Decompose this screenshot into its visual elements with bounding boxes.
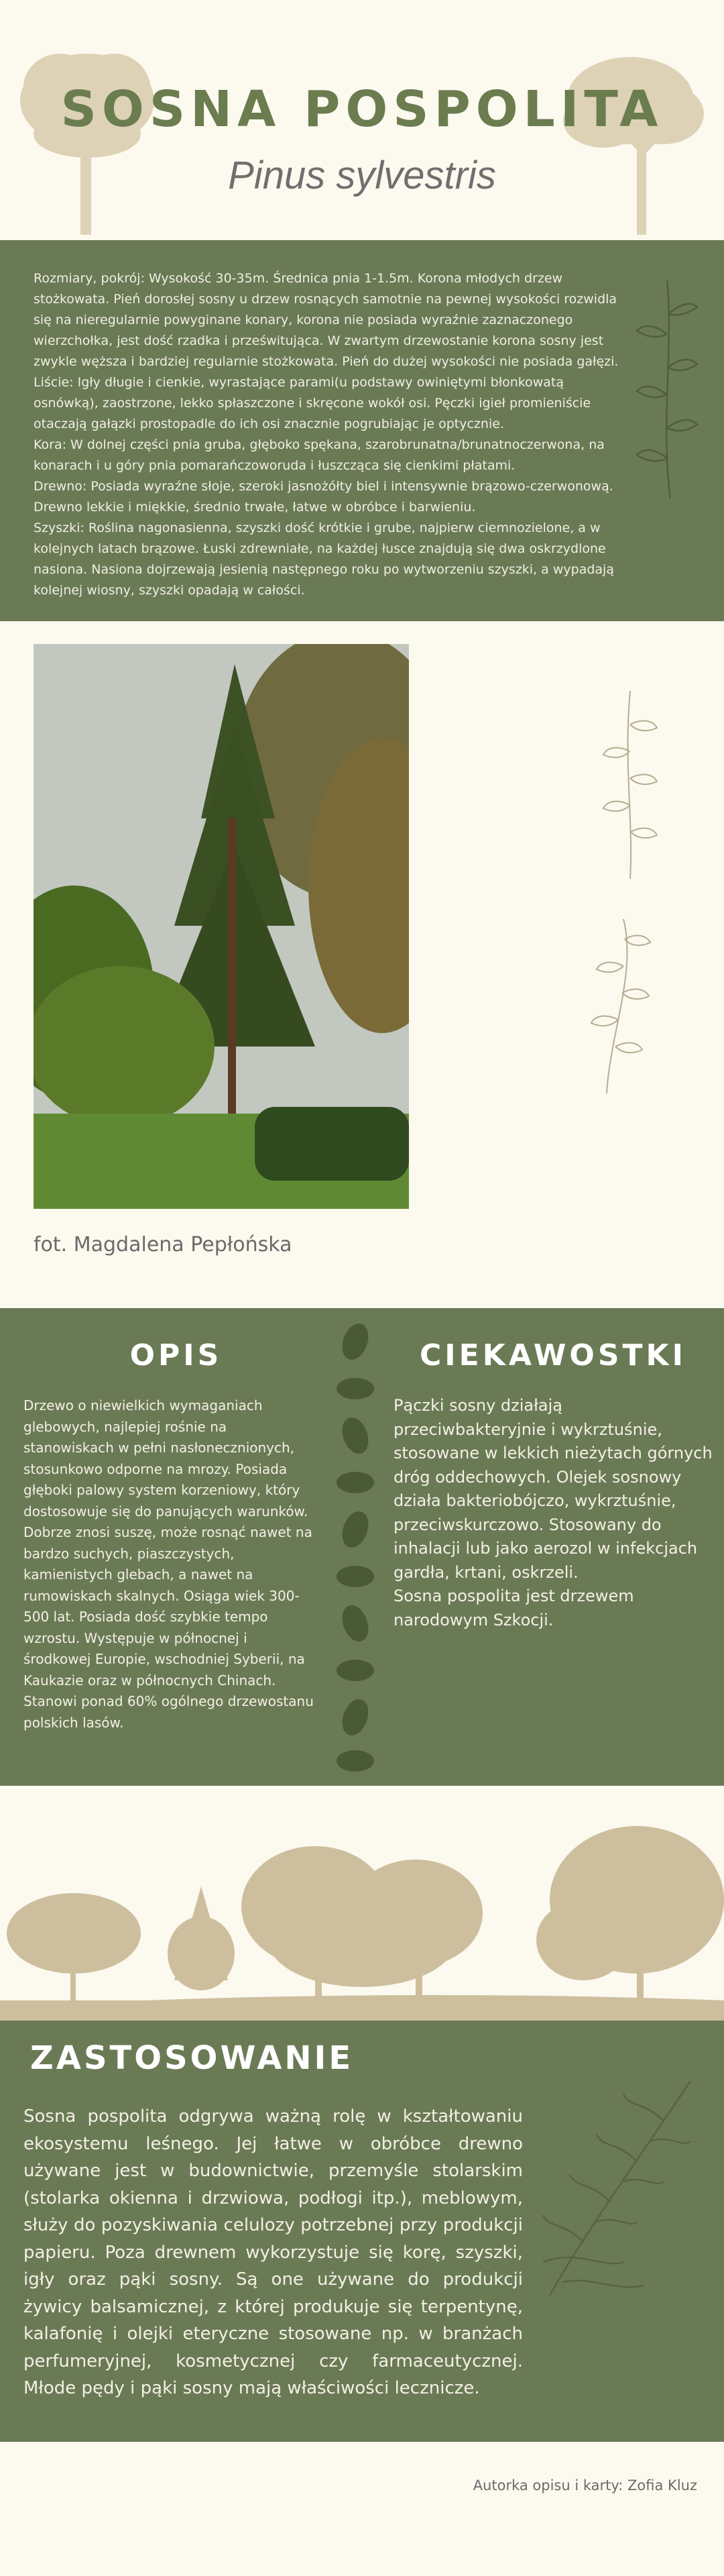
opis-heading: OPIS xyxy=(129,1338,223,1373)
ciekawostki-paragraph: Pączki sosny działają przeciwbakteryjnie i wykrztuśnie, stosowane w lekkich nieżytach górnych dróg oddechowych. Olejek sosnowy działa bakteriobójczo, wykrztuśnie, przeciwskurczowo. Stosowany do inhalacji lub jako aerozol w infekcjach gardła, krtani, oskrzeli. xyxy=(394,1396,713,1582)
author-credit: Autorka opisu i karty: Zofia Kluz xyxy=(473,2477,697,2493)
zastosowanie-text: Sosna pospolita odgrywa ważną rolę w kształtowaniu ekosystemu leśnego. Jej łatwe w obróbce drewno używane jest w budownictwie, przemyśle stolarskim (stolarka okienna i drzwiowa, podłogi itp.), meblowym, służy do pozyskiwania celulozy potrzebnej przy produkcji papieru. Poza drewnem wykorzystuje się korę, szyszki, igły oraz pąki sosny. Są one używane do produkcji żywicy balsamicznej, z której produkuje się terpentynę, kalafonię i olejki eteryczne stosowane np. w branżach perfumeryjnej, kosmetycznej czy farmaceutycznej. Młode pędy i pąki sosny mają właściwości lecznicze. xyxy=(23,2106,523,2398)
page-title: SOSNA POSPOLITA xyxy=(60,80,664,138)
ciekawostki-text xyxy=(394,1394,715,1632)
tree-illustration-right xyxy=(550,47,711,235)
description-text xyxy=(34,268,623,601)
opis-text: Drzewo o niewielkich wymaganiach glebowych, najlepiej rośnie na stanowiskach w pełni nasłonecznionych, stosunkowo odporne na mrozy. Posiada głęboki palowy system korzeniowy, który dostosowuje się do panujących warunków. Dobrze znosi suszę, może rosnąć nawet na bardzo suchych, piaszczystych, kamienistych glebach, a nawet na rumowiskach skalnych. Osiąga wiek 300-500 lat. Posiada dość szybkie tempo wzrostu. Występuje w północnej i środkowej Europie, wschodniej Syberii, na Kaukazie oraz w północnych Chinach. Stanowi ponad 60% ogólnego drzewostanu polskich lasów. xyxy=(23,1397,314,1731)
description-paragraph: Liście: Igły długie i cienkie, wyrastające parami(u podstawy owiniętymi błonkowatą osnówką), zaostrzone, lekko spłaszczone i skręcone wokół osi. Pęczki igieł promieniście otaczają gałązki prostopadle do ich osi znacznie pogrubiając je optycznie. xyxy=(34,375,591,431)
description-paragraph: Szyszki: Roślina nagonasienna, szyszki dość krótkie i grube, najpierw ciemnozielone, a w kolejnych latach brązowe. Łuski zdrewniałe, na każdej łusce znajdują się dwa oskrzydlone nasiona. Nasiona dojrzewają jesienią następnego roku po wytworzeniu szyszki, a wypadają kolejnej wiosny, szyszki opadają w całości. xyxy=(34,521,614,598)
branch-illustration xyxy=(634,274,701,502)
description-paragraph: Rozmiary, pokrój: Wysokość 30-35m. Średnica pnia 1-1.5m. Korona młodych drzew stożkowata. Pień dorosłej sosny u drzew rosnących samotnie na pewnej wysokości rozwidla się na nieregularnie powyginane konary, korona nie posiada wyraźnie zaznaczonego wierzchołka, jest dość rzadka i prześwitująca. W zwartym drzewostanie korona sosny jest zwykle węższa i bardziej regularnie stożkowata. Pień do dużej wysokości nie posiada gałęzi. xyxy=(34,271,619,369)
description-paragraph: Kora: W dolnej części pnia gruba, głęboko spękana, szarobrunatna/brunatnoczerwona, na konarach i u góry pnia pomarańczoworuda i łuszcząca się cienkimi płatami. xyxy=(34,437,605,473)
leaf-vine-divider xyxy=(332,1315,379,1778)
leaf-branch-illustration xyxy=(583,684,677,1100)
zastosowanie-heading: ZASTOSOWANIE xyxy=(30,2039,354,2077)
description-paragraph: Drewno: Posiada wyraźne słoje, szeroki jasnożółty biel i intensywnie brązowo-czerwonową. Drewno lekkie i miękkie, średnio trwałe, łatwe w obróbce i barwieniu. xyxy=(34,479,613,515)
ciekawostki-paragraph: Sosna pospolita jest drzewem narodowym Szkocji. xyxy=(394,1587,634,1629)
pine-tree-photo xyxy=(34,644,409,1209)
page-subtitle: Pinus sylvestris xyxy=(228,154,496,197)
ciekawostki-heading: CIEKAWOSTKI xyxy=(420,1338,686,1373)
fern-illustration xyxy=(523,2061,704,2302)
forest-silhouette xyxy=(0,1786,724,2021)
photo-caption: fot. Magdalena Pepłońska xyxy=(34,1233,292,1256)
